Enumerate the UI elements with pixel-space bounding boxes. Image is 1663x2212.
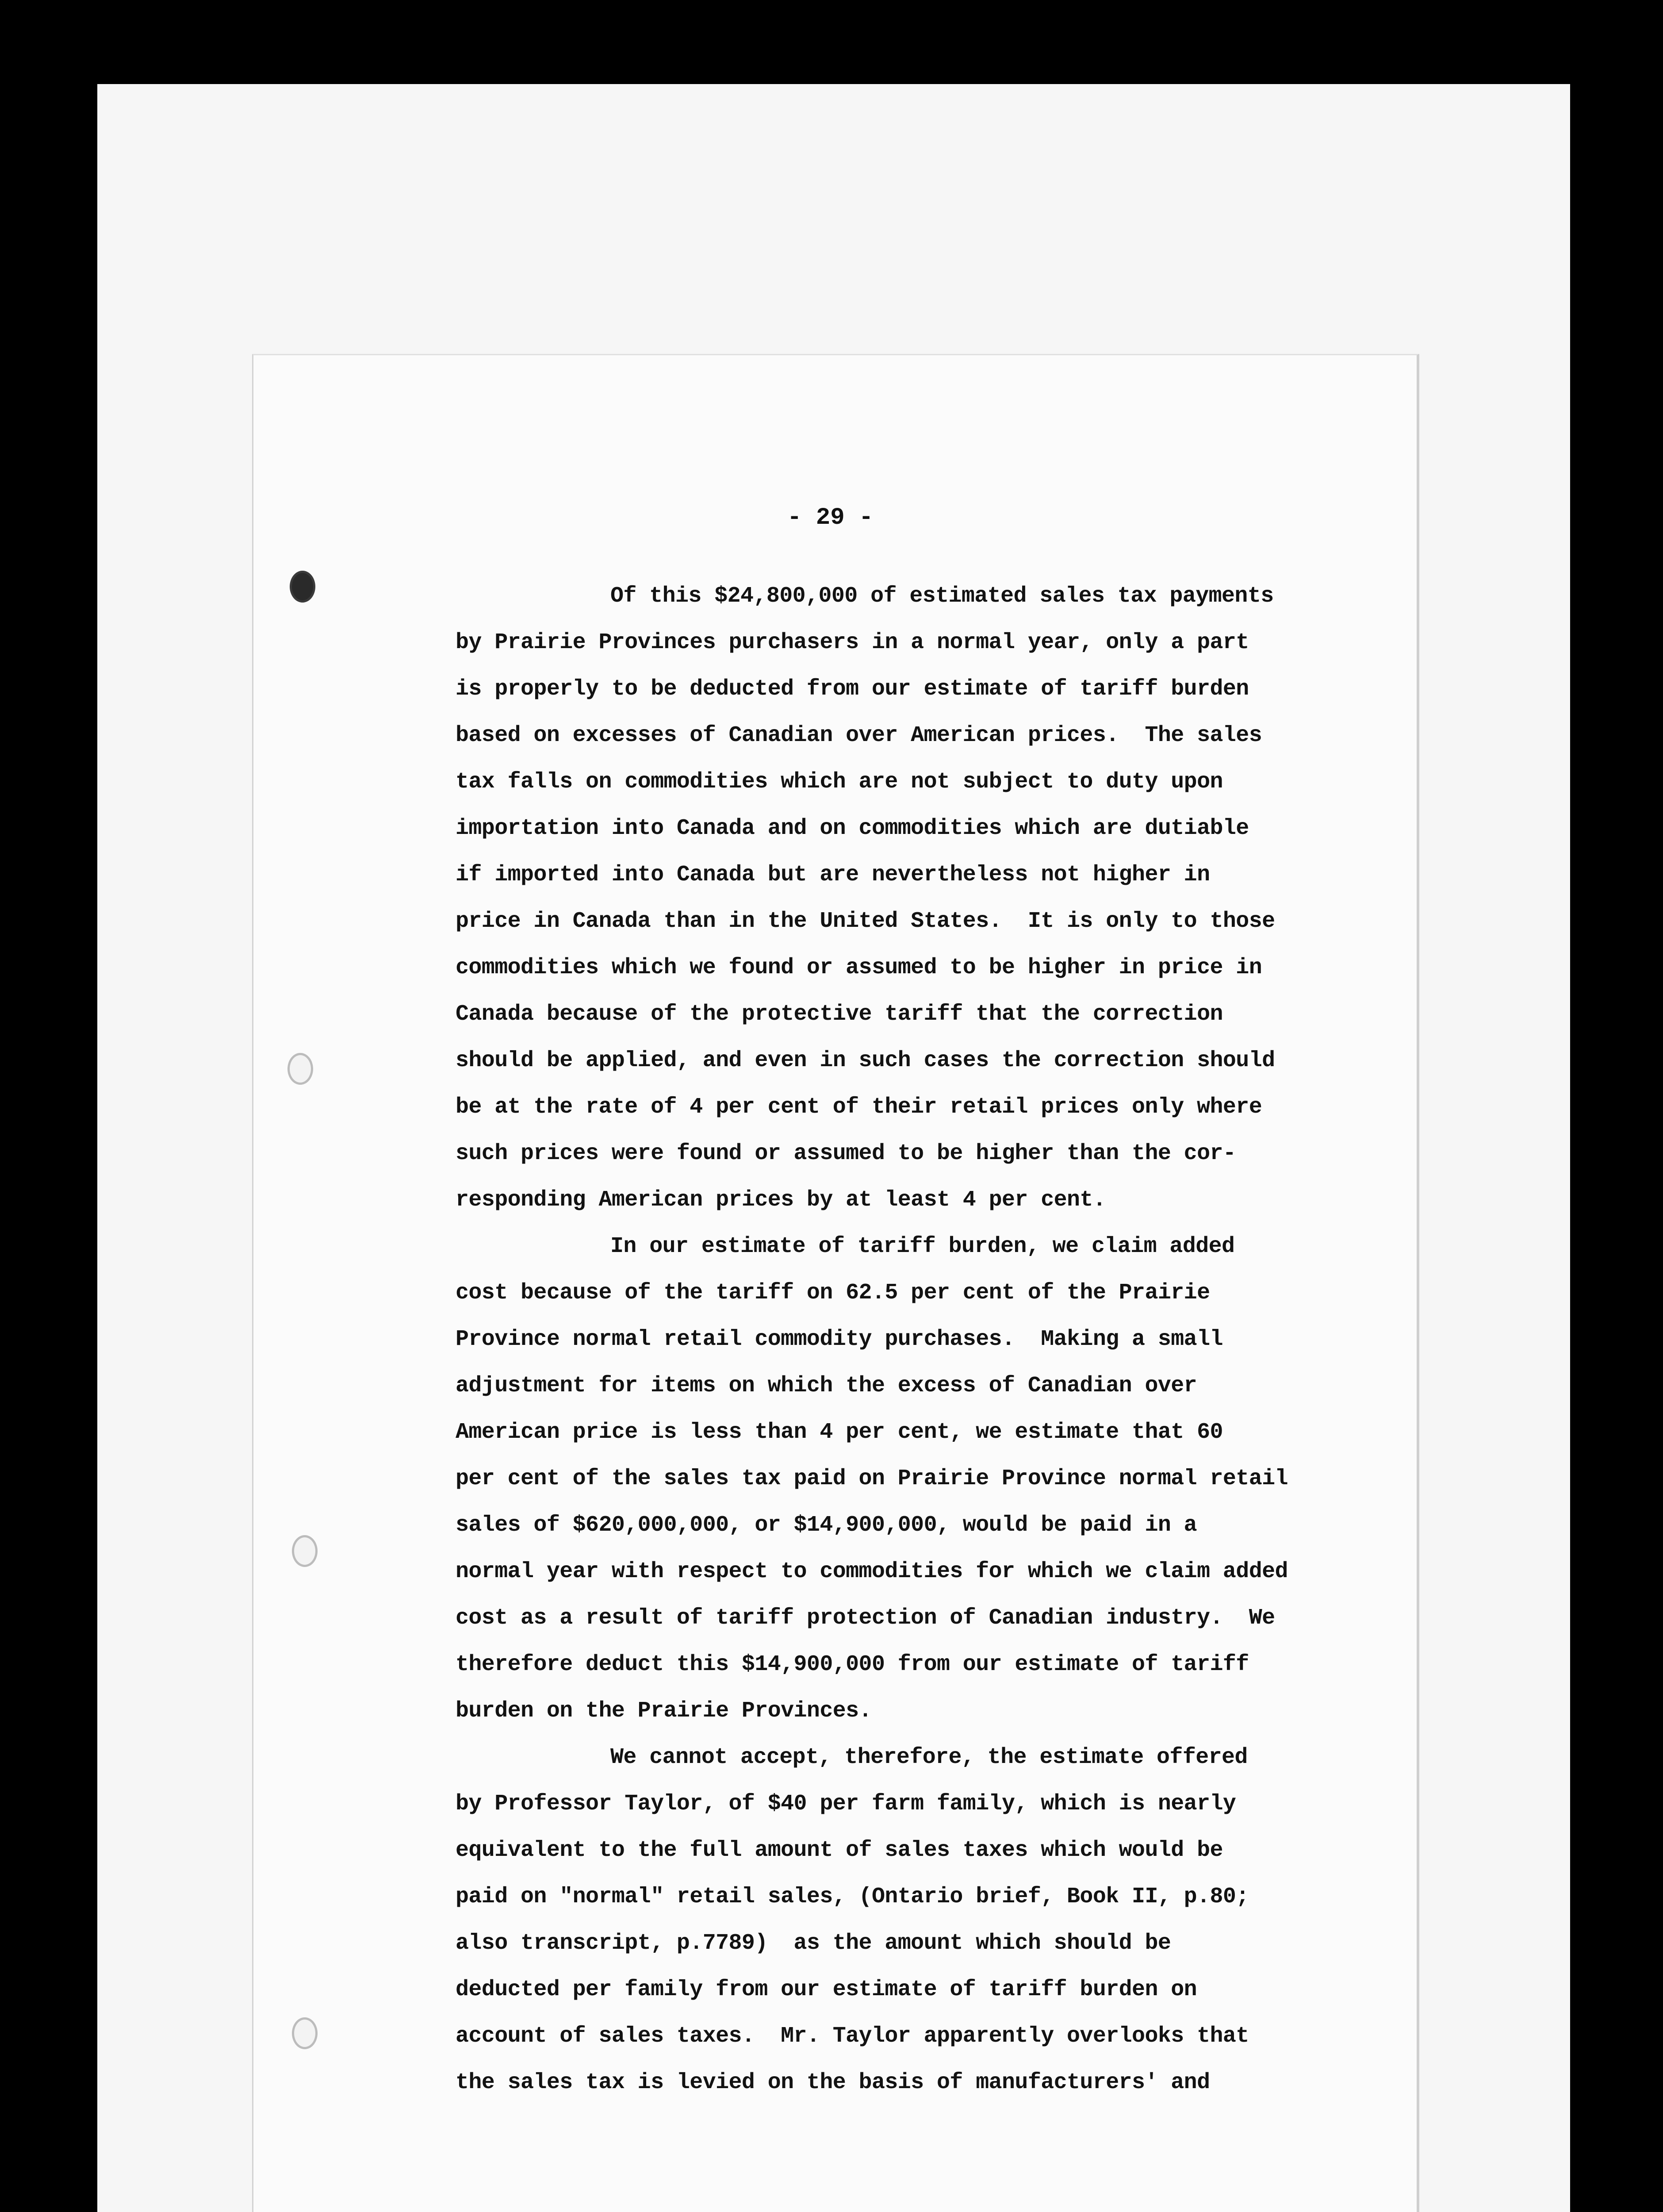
text-line: deducted per family from our estimate of tariff burden on — [456, 1977, 1197, 2002]
text-line: Province normal retail commodity purchases. Making a small — [456, 1327, 1223, 1352]
document-body — [456, 573, 1389, 2106]
punch-hole-top — [290, 571, 315, 603]
text-line: therefore deduct this $14,900,000 from our estimate of tariff — [456, 1652, 1249, 1677]
text-line: be at the rate of 4 per cent of their retail prices only where — [456, 1094, 1262, 1120]
text-line: the sales tax is levied on the basis of manufacturers' and — [456, 2070, 1210, 2095]
punch-hole-bottom — [292, 2017, 318, 2049]
text-line: We cannot accept, therefore, the estimate offered — [610, 1745, 1248, 1770]
text-line: commodities which we found or assumed to be higher in price in — [456, 955, 1262, 980]
text-line: Of this $24,800,000 of estimated sales tax payments — [610, 584, 1274, 609]
text-line: In our estimate of tariff burden, we claim added — [610, 1234, 1235, 1259]
paragraph-3 — [456, 1734, 1389, 2106]
punch-hole-middle-lower — [292, 1535, 318, 1567]
text-line: price in Canada than in the United States. It is only to those — [456, 909, 1275, 934]
text-line: by Prairie Provinces purchasers in a normal year, only a part — [456, 630, 1249, 655]
text-line: per cent of the sales tax paid on Prairie Province normal retail — [456, 1466, 1288, 1491]
text-line: based on excesses of Canadian over American prices. The sales — [456, 723, 1262, 748]
text-line: responding American prices by at least 4 per cent. — [456, 1187, 1106, 1213]
text-line: is properly to be deducted from our estimate of tariff burden — [456, 676, 1249, 702]
text-line: equivalent to the full amount of sales taxes which would be — [456, 1838, 1223, 1863]
text-line: sales of $620,000,000, or $14,900,000, would be paid in a — [456, 1513, 1197, 1538]
text-line: American price is less than 4 per cent, we estimate that 60 — [456, 1420, 1223, 1445]
text-line: cost as a result of tariff protection of Canadian industry. We — [456, 1605, 1275, 1631]
text-line: cost because of the tariff on 62.5 per cent of the Prairie — [456, 1280, 1210, 1306]
page-number: - 29 - — [787, 504, 874, 531]
text-line: tax falls on commodities which are not subject to duty upon — [456, 769, 1223, 795]
paragraph-2 — [456, 1223, 1389, 1734]
text-line: normal year with respect to commodities for which we claim added — [456, 1559, 1288, 1584]
text-line: such prices were found or assumed to be higher than the cor- — [456, 1141, 1236, 1166]
text-line: burden on the Prairie Provinces. — [456, 1698, 872, 1724]
paragraph-1 — [456, 573, 1389, 1223]
text-line: account of sales taxes. Mr. Taylor apparently overlooks that — [456, 2024, 1249, 2049]
text-line: Canada because of the protective tariff that the correction — [456, 1002, 1223, 1027]
text-line: importation into Canada and on commodities which are dutiable — [456, 816, 1249, 841]
punch-hole-middle-upper — [287, 1053, 313, 1085]
text-line: by Professor Taylor, of $40 per farm family, which is nearly — [456, 1791, 1236, 1816]
text-line: adjustment for items on which the excess of Canadian over — [456, 1373, 1197, 1398]
text-line: should be applied, and even in such cases the correction should — [456, 1048, 1275, 1073]
text-line: paid on "normal" retail sales, (Ontario brief, Book II, p.80; — [456, 1884, 1249, 1909]
text-line: if imported into Canada but are nevertheless not higher in — [456, 862, 1210, 887]
text-line: also transcript, p.7789) as the amount which should be — [456, 1931, 1171, 1956]
